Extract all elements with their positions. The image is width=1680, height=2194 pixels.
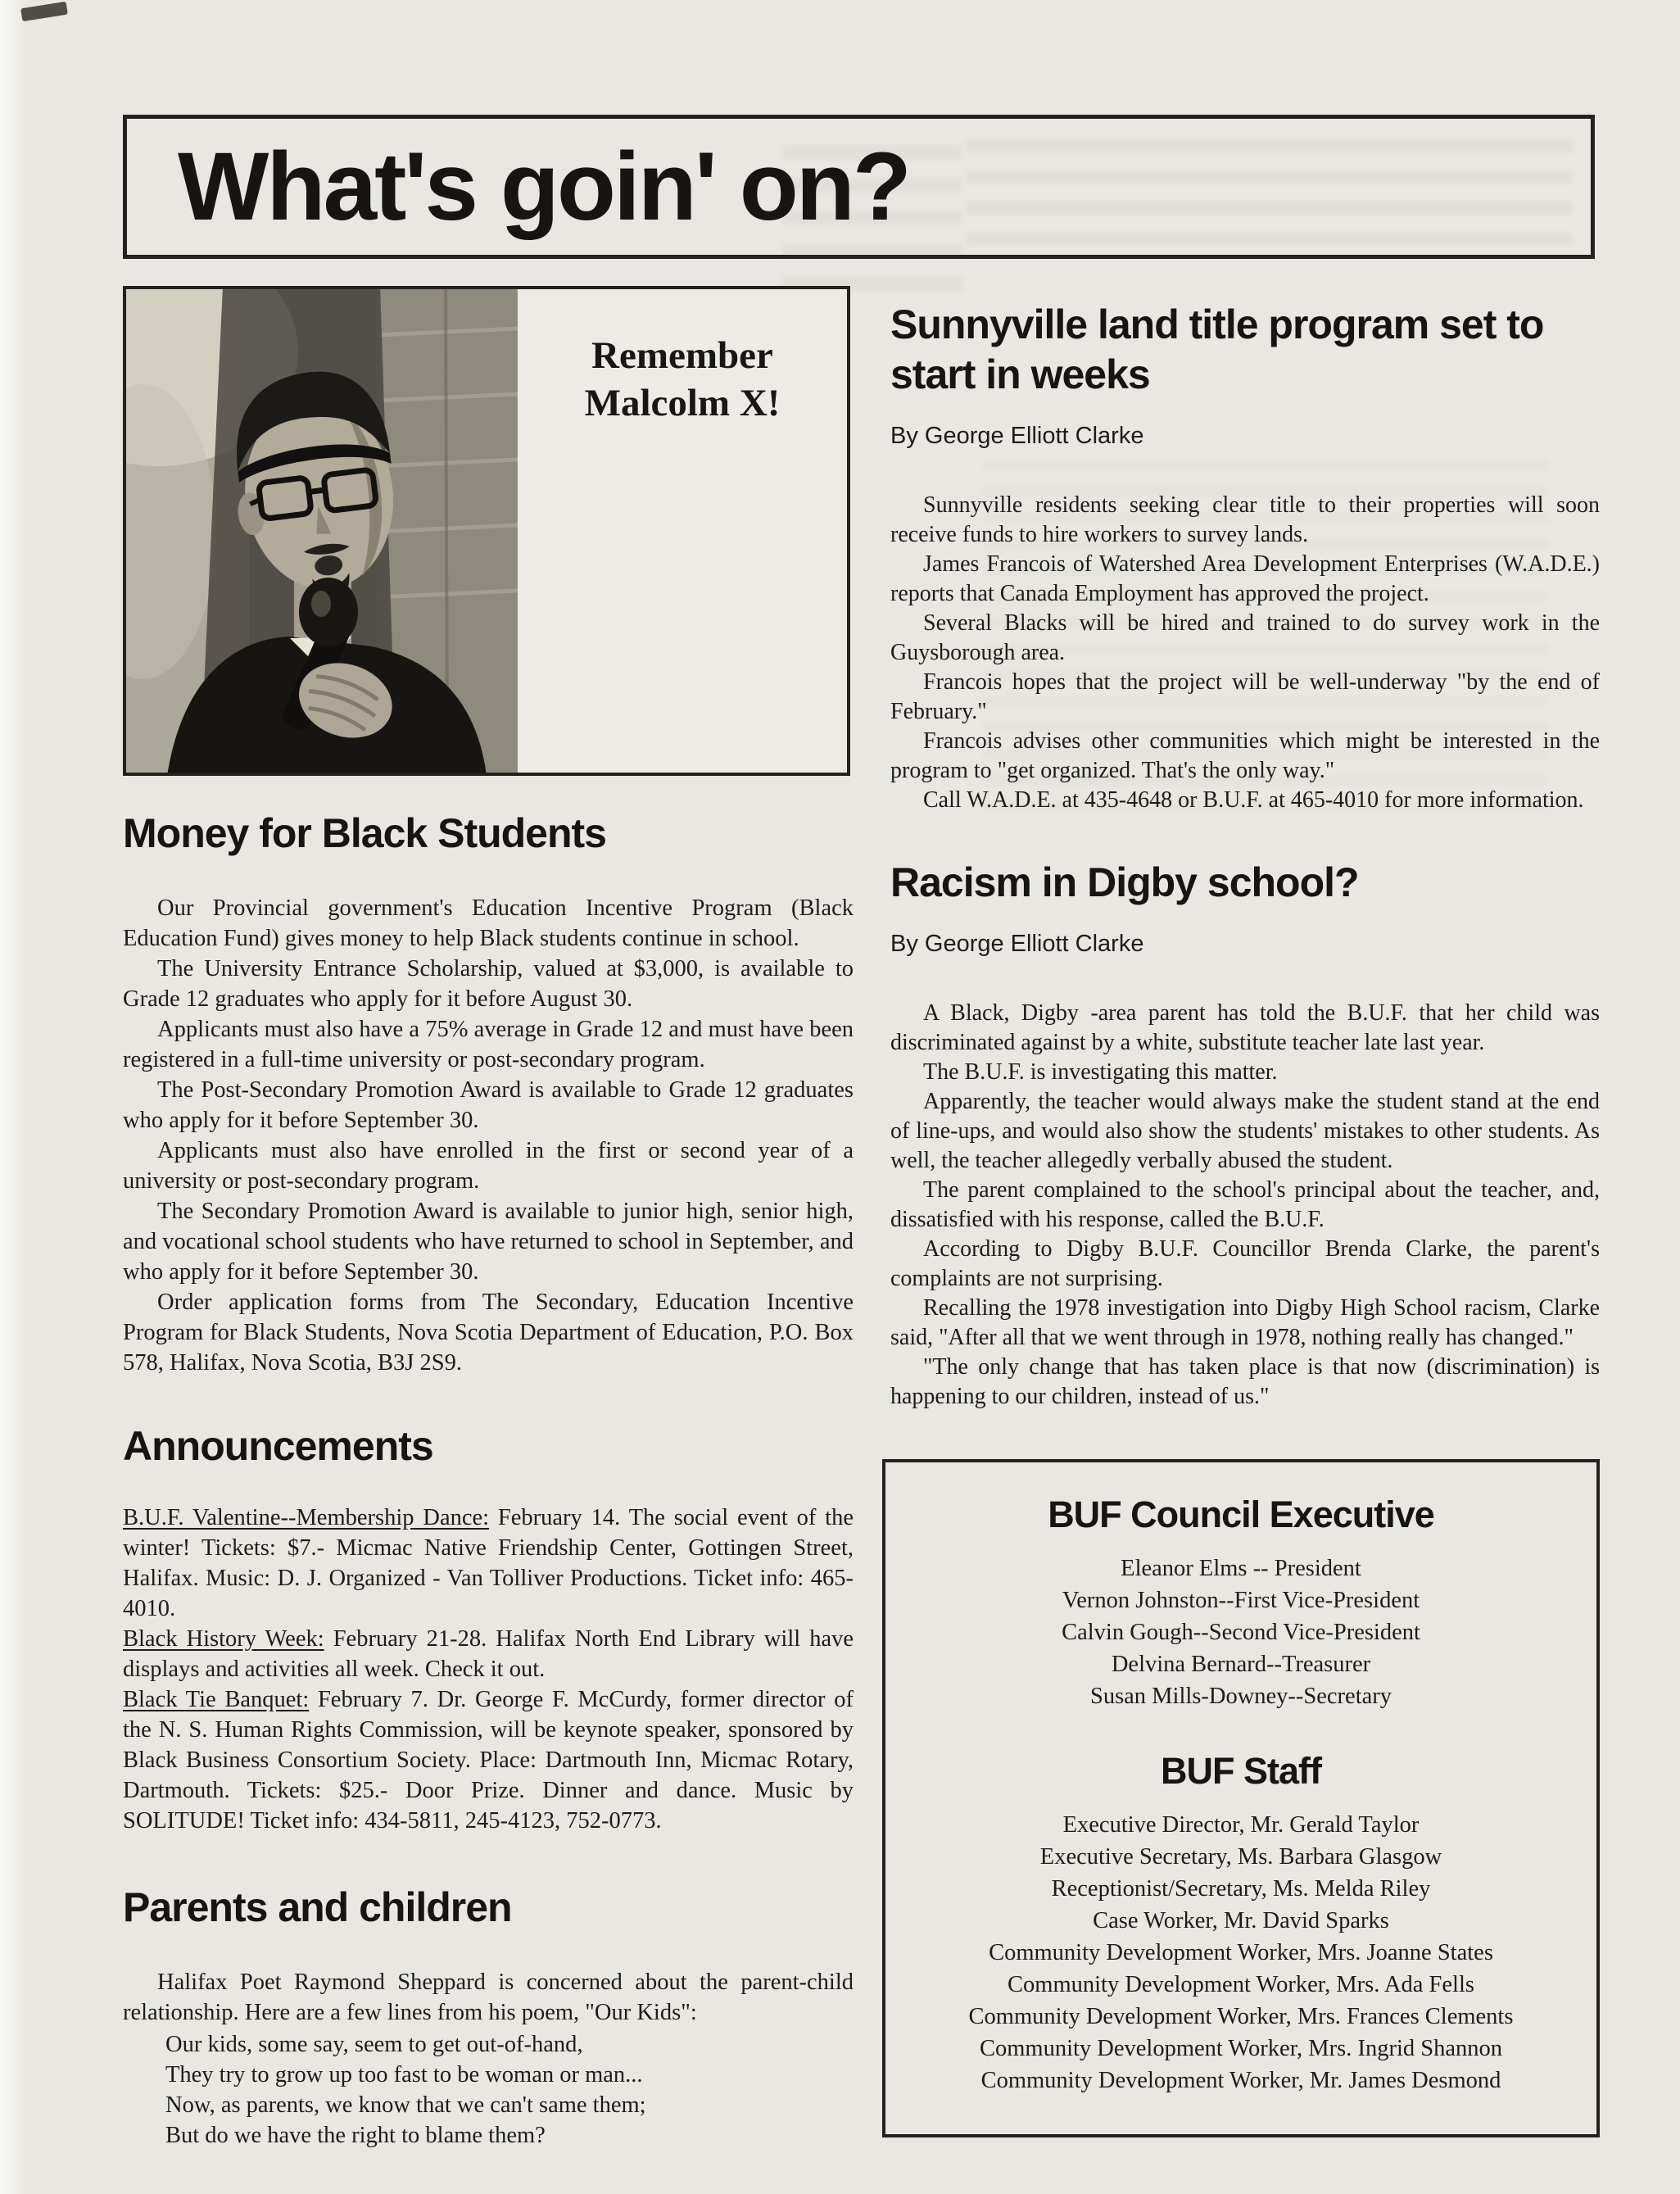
sunnyville-paragraph: Call W.A.D.E. at 435-4648 or B.U.F. at 465-4010 for more information. [923,787,1584,813]
announcements-heading: Announcements [123,1423,433,1469]
digby-paragraph: "The only change that has taken place is that now (discrimination) is happening to our children, instead of us." [890,1354,1600,1409]
photo-caption-line: Malcolm X! [584,382,781,424]
photo-caption-line: Remember [591,334,773,377]
poem-line: They try to grow up too fast to be woman or man... [165,2062,643,2087]
poem [123,2029,854,2151]
staff-member: Community Development Worker, Mrs. Joanne States [989,1940,1493,1965]
council-member: Delvina Bernard--Treasurer [1111,1652,1371,1677]
digby-headline: Racism in Digby school? [890,859,1359,905]
staff-member: Community Development Worker, Mrs. Ingrid Shannon [979,2036,1502,2061]
announcement-lead: Black History Week: [123,1626,324,1652]
announcement-lead: Black Tie Banquet: [123,1687,310,1712]
money-paragraph: Order application forms from The Secondary, Education Incentive Program for Black Students, Nova Scotia Department of Education, P.O. Box 578, Halifax, Nova Scotia, B3J 2S9. [123,1290,854,1376]
sunnyville-paragraph: James Francois of Watershed Area Development Enterprises (W.A.D.E.) reports that Canada Employment has approved the project. [890,551,1600,606]
money-paragraph: Our Provincial government's Education Incentive Program (Black Education Fund) gives money to help Black students continue in school. [123,895,854,951]
staff-member: Executive Director, Mr. Gerald Taylor [1062,1812,1420,1838]
council-member: Eleanor Elms -- President [1121,1556,1361,1581]
sunnyville-paragraph: Francois advises other communities which might be interested in the program to "get organized. That's the only way." [890,728,1600,783]
staff-member: Community Development Worker, Mr. James Desmond [980,2068,1501,2093]
staff-member: Receptionist/Secretary, Ms. Melda Riley [1051,1876,1431,1902]
photo-frame [123,286,850,776]
sunnyville-headline: Sunnyville land title program set to start in weeks [890,301,1544,397]
digby-paragraph: A Black, Digby -area parent has told the B.U.F. that her child was discriminated against by a white, substitute teacher late last year. [890,1000,1600,1055]
staff-member: Community Development Worker, Mrs. Ada Fells [1008,1972,1474,1997]
page-title-banner [123,115,1595,259]
byline: By George Elliott Clarke [890,423,1144,449]
poem-line: But do we have the right to blame them? [165,2123,546,2148]
announcement-lead: B.U.F. Valentine--Membership Dance: [123,1505,490,1530]
buf-staff-heading: BUF Staff [1161,1750,1321,1792]
buf-council-heading: BUF Council Executive [1048,1494,1434,1535]
staff-member: Case Worker, Mr. David Sparks [1093,1908,1389,1933]
buf-box [882,1459,1600,2137]
announcement-item [123,1624,854,1684]
digby-paragraph: According to Digby B.U.F. Councillor Brenda Clarke, the parent's complaints are not surprising. [890,1236,1600,1291]
council-member: Calvin Gough--Second Vice-President [1062,1620,1420,1645]
parents-intro: Halifax Poet Raymond Sheppard is concerned about the parent-child relationship. Here are a few lines from his poem, "Our Kids": [123,1970,854,2025]
poem-line: Now, as parents, we know that we can't same them; [165,2092,646,2118]
announcement-text: February 21-28. Halifax North End Library will have displays and activities all week. Check it out. [123,1626,854,1682]
digby-paragraph: The parent complained to the school's principal about the teacher, and, dissatisfied with his response, called the B.U.F. [890,1177,1600,1232]
staff-member: Executive Secretary, Ms. Barbara Glasgow [1039,1844,1442,1870]
money-paragraph: Applicants must also have enrolled in the first or second year of a university or post-secondary program. [123,1138,854,1194]
malcolm-x-photo [126,289,518,773]
page-title: What's goin' on? [178,133,909,241]
digby-paragraph: Apparently, the teacher would always make the student stand at the end of line-ups, and would also show the students' mistakes to other students. As well, the teacher allegedly verbally abused the student. [890,1089,1600,1173]
announcement-text: February 7. Dr. George F. McCurdy, former director of the N. S. Human Rights Commission, will be keynote speaker, sponsored by Black Business Consortium Society. Place: Dartmouth Inn, Micmac Rotary, Dartmouth. Tickets: $25.- Door Prize. Dinner and dance. Music by SOLITUDE! Ticket info: 434-5811, 245-4123, 752-0773. [123,1687,854,1834]
sunnyville-paragraph: Several Blacks will be hired and trained to do survey work in the Guysborough area. [890,610,1600,665]
left-column [123,809,854,2151]
money-paragraph: Applicants must also have a 75% average in Grade 12 and must have been registered in a full-time university or post-secondary program. [123,1017,854,1072]
money-paragraph: The University Entrance Scholarship, valued at $3,000, is available to Grade 12 graduates who apply for it before August 30. [123,956,854,1012]
parents-heading: Parents and children [123,1884,512,1930]
council-member: Vernon Johnston--First Vice-President [1062,1588,1420,1613]
money-paragraph: The Secondary Promotion Award is available to junior high, senior high, and vocational school students who have returned to school in September, and who apply for it before September 30. [123,1199,854,1285]
scan-artifact [20,2,68,22]
digby-paragraph: The B.U.F. is investigating this matter. [923,1059,1278,1085]
announcement-item [123,1684,854,1836]
announcement-text: February 14. The social event of the winter! Tickets: $7.- Micmac Native Friendship Center, Gottingen Street, Halifax. Music: D. J. Organized - Van Tolliver Productions. Ticket info: 465-4010. [123,1505,854,1621]
money-paragraph: The Post-Secondary Promotion Award is available to Grade 12 graduates who apply for it before September 30. [123,1077,854,1133]
sunnyville-paragraph: Francois hopes that the project will be well-underway "by the end of February." [890,669,1600,724]
money-heading: Money for Black Students [123,810,606,856]
sunnyville-paragraph: Sunnyville residents seeking clear title to their properties will soon receive funds to hire workers to survey lands. [890,492,1600,547]
photo-caption [518,289,847,773]
council-member: Susan Mills-Downey--Secretary [1089,1684,1392,1709]
announcement-item [123,1503,854,1624]
digby-paragraph: Recalling the 1978 investigation into Digby High School racism, Clarke said, "After all that we went through in 1978, nothing really has changed." [890,1295,1600,1350]
staff-member: Community Development Worker, Mrs. Frances Clements [968,2004,1514,2029]
right-column [890,300,1600,2137]
poem-line: Our kids, some say, seem to get out-of-hand, [165,2032,583,2057]
byline: By George Elliott Clarke [890,931,1144,957]
